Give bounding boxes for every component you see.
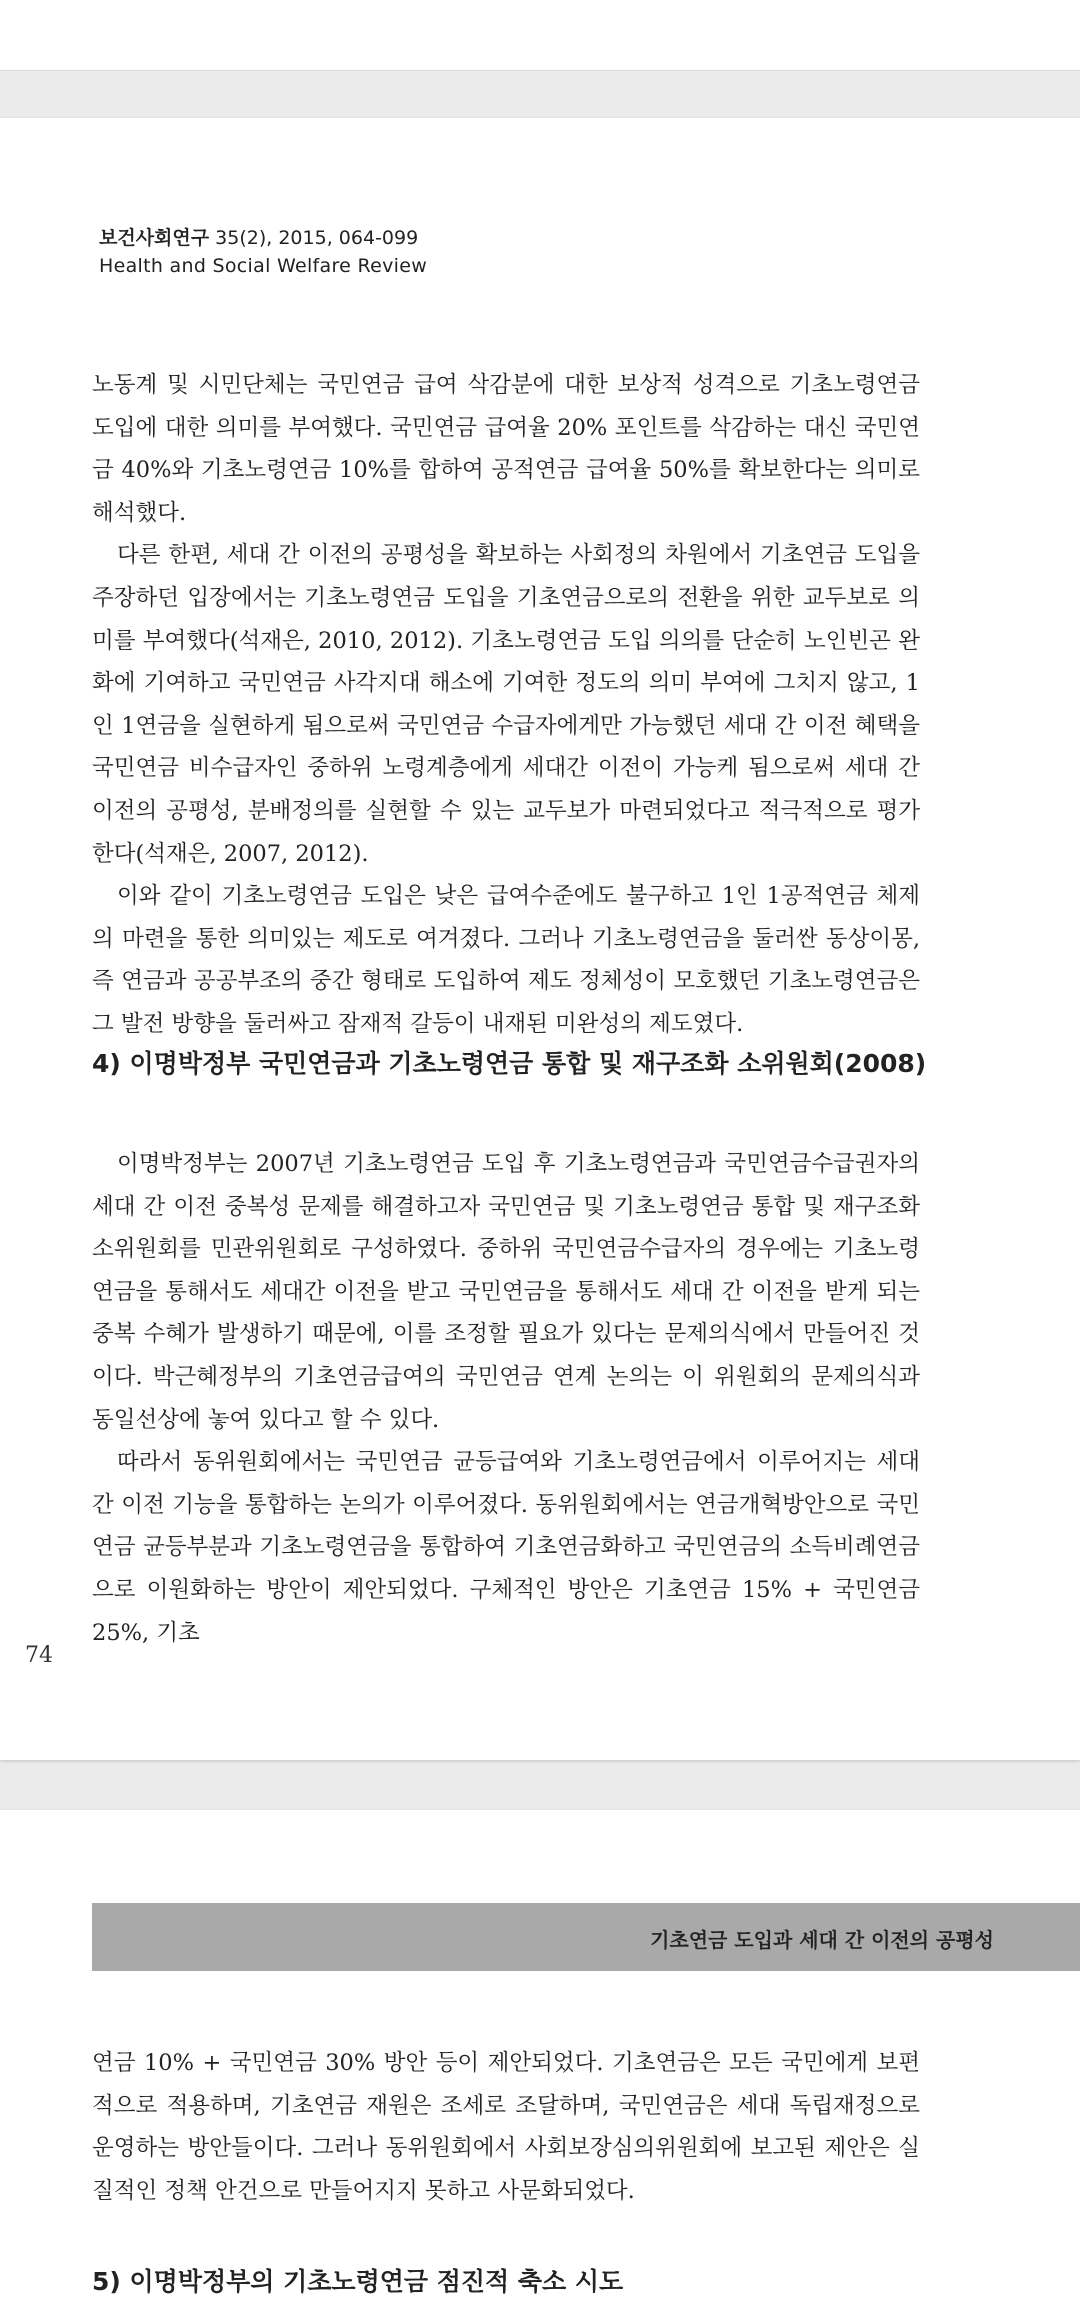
paragraph-continued: 연금 10% + 국민연금 30% 방안 등이 제안되었다. 기초연금은 모든 국민에게 보편적으로 적용하며, 기초연금 재원은 조세로 조달하며, 국민연금은 세대 독립재정으로 운영하는 방안들이다. 그러나 동위원회에서 사회보장심의위원회에 보고된 제안은 실질적인 정책 안건으로 만들어지지 못하고 사문화되었다. (92, 2050, 921, 2204)
journal-citation: 35(2), 2015, 064-099 (209, 227, 419, 249)
section-text-block-3 (92, 2042, 920, 2212)
paragraph-2: 다른 한편, 세대 간 이전의 공평성을 확보하는 사회정의 차원에서 기초연금 도입을 주장하던 입장에서는 기초노령연금 도입을 기초연금으로의 전환을 위한 교두보로 의미를 부여했다(석재은, 2010, 2012). 기초노령연금 도입 의의를 단순히 노인빈곤 완화에 기여하고 국민연금 사각지대 해소에 기여한 정도의 의미 부여에 그치지 않고, 1인 1연금을 실현하게 됨으로써 국민연금 수급자에게만 가능했던 세대 간 이전 혜택을 국민연금 비수급자인 중하위 노령계층에게 세대간 이전이 가능케 됨으로써 세대 간 이전의 공평성, 분배정의를 실현할 수 있는 교두보가 마련되었다고 적극적으로 평가 한다(석재은, 2007, 2012). (92, 542, 920, 867)
section-text-block-2 (92, 1143, 920, 1654)
section-heading-4: 4) 이명박정부 국민연금과 기초노령연금 통합 및 재구조화 소위원회(2008) (92, 1049, 927, 1078)
viewer-top-bar (0, 0, 1080, 71)
paragraph-4: 이명박정부는 2007년 기초노령연금 도입 후 기초노령연금과 국민연금수급권자의 세대 간 이전 중복성 문제를 해결하고자 국민연금 및 기초노령연금 통합 및 재구조화 소위원회를 민관위원회로 구성하였다. 중하위 국민연금수급자의 경우에는 기초노령 연금을 통해서도 세대간 이전을 받고 국민연금을 통해서도 세대 간 이전을 받게 되는 중복 수혜가 발생하기 때문에, 이를 조정할 필요가 있다는 문제의식에서 만들어진 것이다. 박근혜정부의 기초연금급여의 국민연금 연계 논의는 이 위원회의 문제의식과 동일선상에 놓여 있다고 할 수 있다. (92, 1151, 920, 1433)
paragraph-5: 따라서 동위원회에서는 국민연금 균등급여와 기초노령연금에서 이루어지는 세대 간 이전 기능을 통합하는 논의가 이루어졌다. 동위원회에서는 연금개혁방안으로 국민연금 균등부분과 기초노령연금을 통합하여 기초연금화하고 국민연금의 소득비례연금으로 이원화하는 방안이 제안되었다. 구체적인 방안은 기초연금 15% + 국민연금 25%, 기초 (92, 1449, 921, 1646)
document-page-75 (0, 1810, 1080, 2316)
running-head-title: 기초연금 도입과 세대 간 이전의 공평성 (650, 1928, 994, 1952)
section-heading-5: 5) 이명박정부의 기초노령연금 점진적 축소 시도 (92, 2267, 624, 2296)
journal-name: 보건사회연구 (99, 227, 210, 249)
journal-english-name: Health and Social Welfare Review (99, 255, 428, 277)
journal-citation-line (99, 224, 427, 252)
document-page-74 (0, 118, 1080, 1760)
running-head-bar (92, 1903, 1080, 1971)
section-text-block-1 (92, 364, 920, 1046)
page-number: 74 (25, 1643, 53, 1668)
paragraph-1: 노동계 및 시민단체는 국민연금 급여 삭감분에 대한 보상적 성격으로 기초노령연금 도입에 대한 의미를 부여했다. 국민연금 급여율 20% 포인트를 삭감하는 대신 국민연금 40%와 기초노령연금 10%를 합하여 공적연금 급여율 50%를 확보한다는 의미로 해석했다. (92, 372, 921, 526)
paragraph-3: 이와 같이 기초노령연금 도입은 낮은 급여수준에도 불구하고 1인 1공적연금 체제의 마련을 통한 의미있는 제도로 여겨졌다. 그러나 기초노령연금을 둘러싼 동상이몽, 즉 연금과 공공부조의 중간 형태로 도입하여 제도 정체성이 모호했던 기초노령연금은 그 발전 방향을 둘러싸고 잠재적 갈등이 내재된 미완성의 제도였다. (92, 883, 921, 1037)
journal-header (99, 224, 427, 280)
